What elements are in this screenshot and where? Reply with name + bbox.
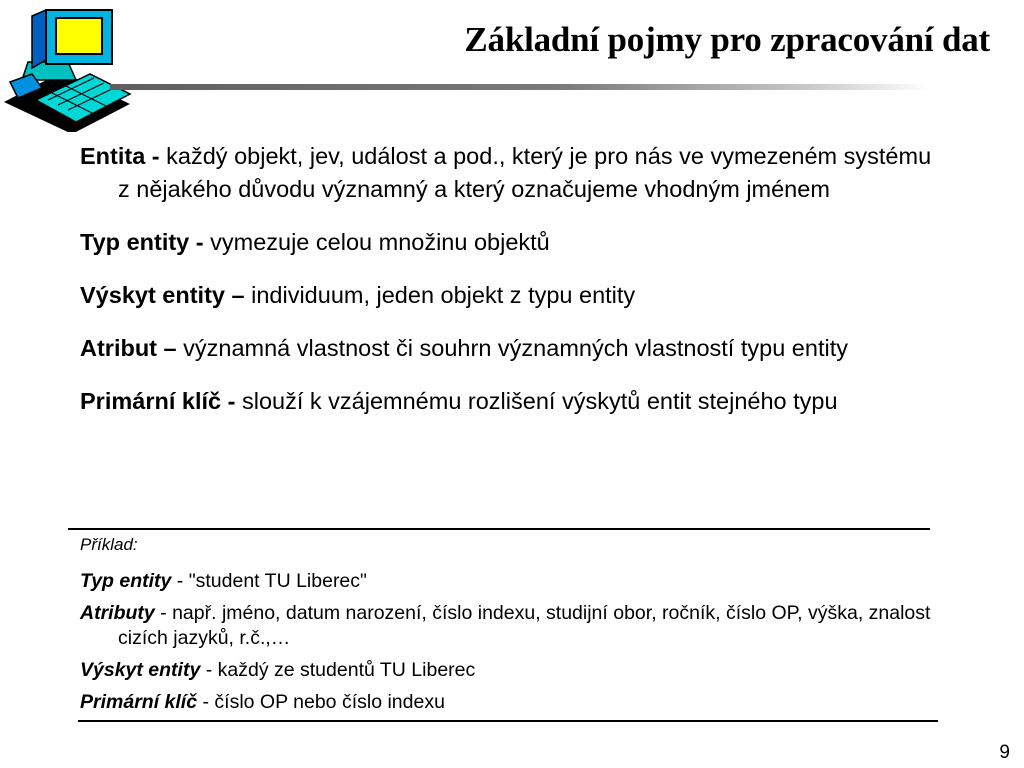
- definition-text: významná vlastnost či souhrn významných vlastností typu entity: [183, 335, 848, 361]
- definition-term: Typ entity -: [80, 229, 204, 255]
- definition-term: Primární klíč -: [80, 388, 236, 414]
- example-item: [80, 658, 940, 683]
- example-top-rule: [68, 528, 930, 530]
- example-item: [80, 569, 940, 594]
- example-text: - každý ze studentů TU Liberec: [205, 659, 476, 681]
- example-bottom-rule: [78, 720, 938, 722]
- definition-text: vymezuje celou množinu objektů: [210, 229, 550, 255]
- example-heading: Příklad:: [80, 535, 138, 554]
- example-item: [80, 690, 940, 715]
- definition-entita: [80, 140, 940, 206]
- definition-term: Entita -: [80, 143, 160, 169]
- definition-term: Výskyt entity –: [80, 282, 245, 308]
- title-divider: [110, 84, 930, 90]
- example-term: Atributy: [80, 602, 155, 624]
- slide-title: Základní pojmy pro zpracování dat: [464, 20, 990, 59]
- example-term: Výskyt entity: [80, 659, 201, 681]
- example-box: [80, 533, 940, 722]
- definition-vyskyt-entity: [80, 279, 940, 312]
- example-term: Primární klíč: [80, 691, 198, 713]
- example-item: [80, 601, 940, 651]
- definition-atribut: [80, 332, 940, 365]
- example-text: - např. jméno, datum narození, číslo indexu, studijní obor, ročník, číslo OP, výška, znalost cizích jazyků, r.č.,…: [118, 602, 931, 649]
- definitions-list: [80, 140, 940, 438]
- definition-term: Atribut –: [80, 335, 177, 361]
- example-text: - "student TU Liberec": [176, 570, 367, 592]
- page-number: 9: [999, 742, 1010, 763]
- example-text: - číslo OP nebo číslo indexu: [202, 691, 445, 713]
- example-term: Typ entity: [80, 570, 172, 592]
- definition-typ-entity: [80, 226, 940, 259]
- definition-text: individuum, jeden objekt z typu entity: [251, 282, 636, 308]
- definition-text: slouží k vzájemnému rozlišení výskytů entit stejného typu: [241, 388, 838, 414]
- computer-logo-icon: [2, 2, 132, 132]
- definition-text: každý objekt, jev, událost a pod., který je pro nás ve vymezeném systému z nějakého důvodu významný a který označujeme vhodným jménem: [118, 143, 932, 202]
- definition-primarni-klic: [80, 385, 940, 418]
